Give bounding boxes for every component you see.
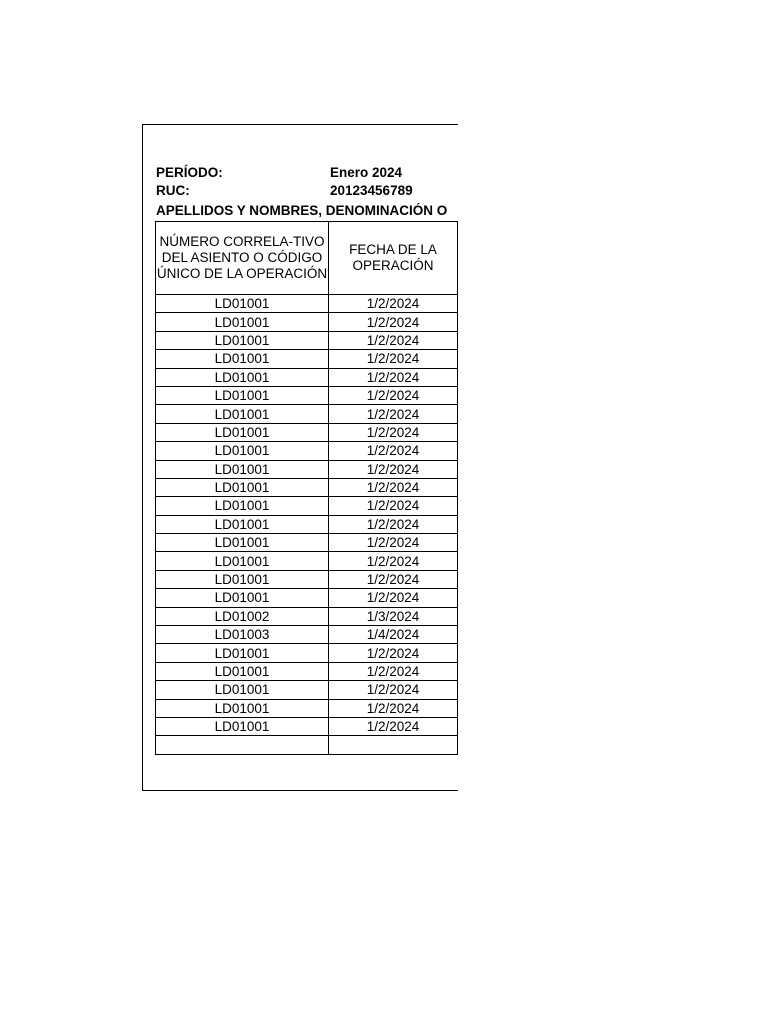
table-row — [156, 699, 458, 717]
cell-numero-correlativo: LD01003 — [156, 626, 329, 644]
table-row — [156, 442, 458, 460]
table-row — [156, 515, 458, 533]
cell-fecha-operacion: 1/2/2024 — [329, 534, 458, 552]
table-row — [156, 350, 458, 368]
table-row — [156, 644, 458, 662]
cell-fecha-operacion: 1/2/2024 — [329, 460, 458, 478]
cell-fecha-operacion: 1/2/2024 — [329, 589, 458, 607]
cell-fecha-operacion: 1/2/2024 — [329, 442, 458, 460]
periodo-value: Enero 2024 — [330, 165, 403, 180]
table-row — [156, 534, 458, 552]
cell-fecha-operacion: 1/2/2024 — [329, 644, 458, 662]
cell-fecha-operacion: 1/2/2024 — [329, 662, 458, 680]
table-row — [156, 386, 458, 404]
periodo-label: PERÍODO: — [156, 165, 223, 180]
table-row — [156, 497, 458, 515]
cell-numero-correlativo: LD01001 — [156, 644, 329, 662]
cell-numero-correlativo: LD01001 — [156, 515, 329, 533]
cell-fecha-operacion: 1/2/2024 — [329, 478, 458, 496]
table-row — [156, 478, 458, 496]
table-row — [156, 331, 458, 349]
clip-edge — [458, 124, 768, 824]
ruc-label: RUC: — [156, 183, 190, 198]
cell-numero-correlativo: LD01001 — [156, 313, 329, 331]
cell-numero-correlativo: LD01001 — [156, 331, 329, 349]
table-row — [156, 570, 458, 588]
cell-fecha-operacion: 1/2/2024 — [329, 386, 458, 404]
table-row — [156, 736, 458, 754]
table-row — [156, 607, 458, 625]
cell-numero-correlativo: LD01001 — [156, 368, 329, 386]
cell-fecha-operacion: 1/2/2024 — [329, 699, 458, 717]
cell-numero-correlativo: LD01001 — [156, 478, 329, 496]
cell-fecha-operacion: 1/4/2024 — [329, 626, 458, 644]
cell-numero-correlativo: LD01001 — [156, 552, 329, 570]
cell-numero-correlativo — [156, 736, 329, 754]
cell-fecha-operacion: 1/3/2024 — [329, 607, 458, 625]
cell-fecha-operacion: 1/2/2024 — [329, 552, 458, 570]
table-row — [156, 368, 458, 386]
column-header-numero-correlativo: NÚMERO CORRELA-TIVO DEL ASIENTO O CÓDIGO ÚNICO DE LA OPERACIÓN — [156, 222, 329, 295]
cell-fecha-operacion: 1/2/2024 — [329, 681, 458, 699]
ledger-table — [155, 221, 458, 755]
cell-numero-correlativo: LD01001 — [156, 350, 329, 368]
cell-fecha-operacion — [329, 736, 458, 754]
cell-fecha-operacion: 1/2/2024 — [329, 368, 458, 386]
cell-fecha-operacion: 1/2/2024 — [329, 313, 458, 331]
table-row — [156, 460, 458, 478]
cell-fecha-operacion: 1/2/2024 — [329, 570, 458, 588]
cell-numero-correlativo: LD01001 — [156, 405, 329, 423]
table-row — [156, 717, 458, 735]
cell-numero-correlativo: LD01001 — [156, 295, 329, 313]
cell-fecha-operacion: 1/2/2024 — [329, 497, 458, 515]
cell-fecha-operacion: 1/2/2024 — [329, 717, 458, 735]
cell-numero-correlativo: LD01001 — [156, 699, 329, 717]
cell-numero-correlativo: LD01001 — [156, 717, 329, 735]
cell-numero-correlativo: LD01001 — [156, 570, 329, 588]
cell-numero-correlativo: LD01001 — [156, 442, 329, 460]
cell-numero-correlativo: LD01001 — [156, 534, 329, 552]
table-row — [156, 681, 458, 699]
cell-numero-correlativo: LD01001 — [156, 681, 329, 699]
table-row — [156, 626, 458, 644]
cell-fecha-operacion: 1/2/2024 — [329, 405, 458, 423]
cell-fecha-operacion: 1/2/2024 — [329, 295, 458, 313]
ruc-value: 20123456789 — [330, 183, 413, 198]
table-row — [156, 405, 458, 423]
razon-social-label: APELLIDOS Y NOMBRES, DENOMINACIÓN O — [156, 203, 448, 218]
cell-numero-correlativo: LD01001 — [156, 460, 329, 478]
cell-numero-correlativo: LD01001 — [156, 662, 329, 680]
table-row — [156, 552, 458, 570]
cell-numero-correlativo: LD01001 — [156, 423, 329, 441]
cell-numero-correlativo: LD01001 — [156, 497, 329, 515]
cell-numero-correlativo: LD01001 — [156, 589, 329, 607]
table-row — [156, 313, 458, 331]
table-row — [156, 423, 458, 441]
table-row — [156, 295, 458, 313]
table-header-row — [156, 222, 458, 295]
column-header-fecha-operacion: FECHA DE LA OPERACIÓN — [329, 222, 458, 295]
cell-fecha-operacion: 1/2/2024 — [329, 515, 458, 533]
cell-fecha-operacion: 1/2/2024 — [329, 331, 458, 349]
cell-numero-correlativo: LD01001 — [156, 386, 329, 404]
cell-fecha-operacion: 1/2/2024 — [329, 350, 458, 368]
table-row — [156, 589, 458, 607]
cell-fecha-operacion: 1/2/2024 — [329, 423, 458, 441]
cell-numero-correlativo: LD01002 — [156, 607, 329, 625]
table-row — [156, 662, 458, 680]
